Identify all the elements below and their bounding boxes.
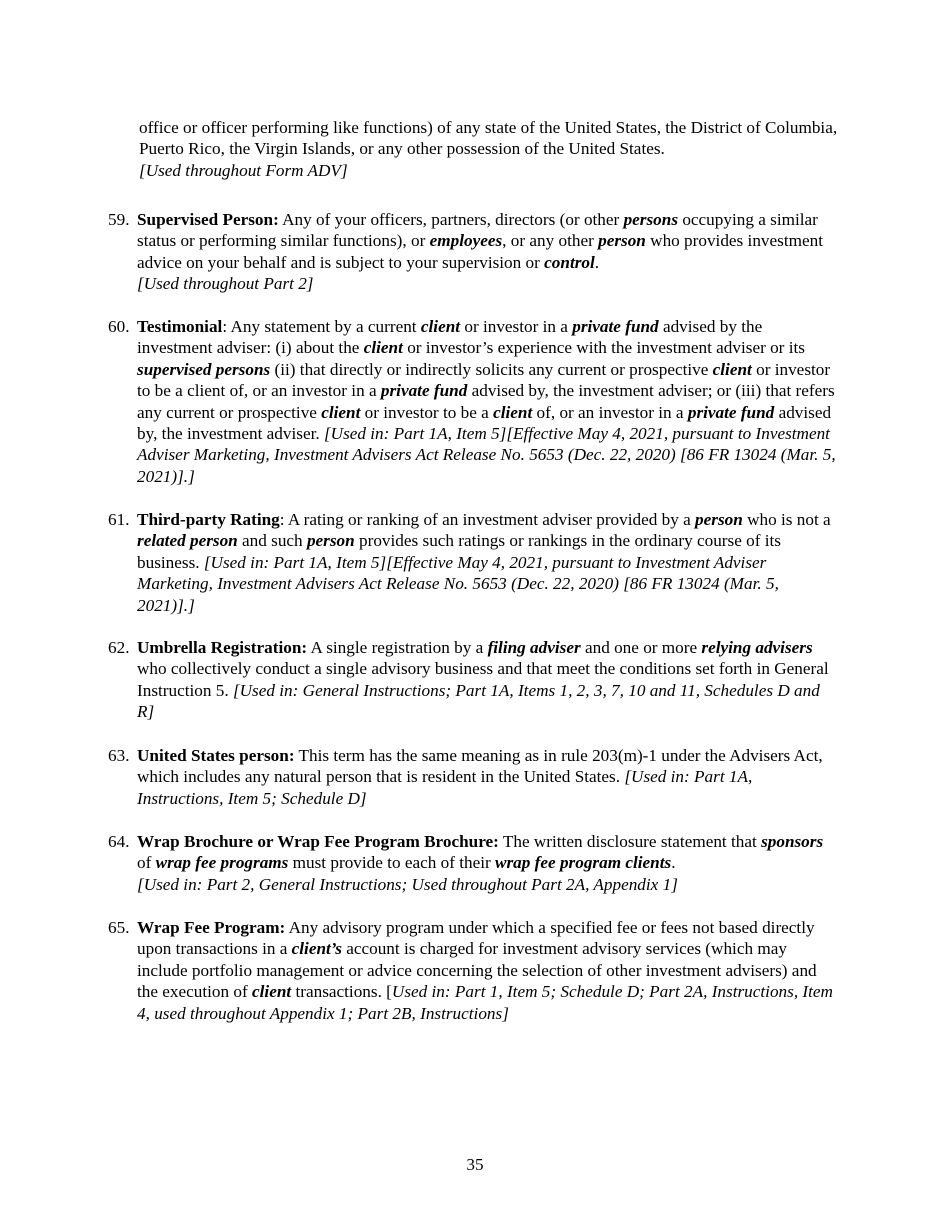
defined-term-reference: wrap fee program clients xyxy=(495,853,672,873)
definition-body: Umbrella Registration: A single registration by a filing adviser and one or more relying advisers who collectively conduct a single advisory business and that meet the conditions set forth in General Instruction 5. [Used in: General Instructions; Part 1A, Items 1, 2, 3, 7, 10 and 11, Schedules D and R] xyxy=(137,638,829,722)
definition-64 xyxy=(108,831,839,895)
continued-definition xyxy=(139,117,839,181)
defined-term: Wrap Fee Program: xyxy=(137,918,286,937)
defined-term-reference: client xyxy=(252,982,292,1002)
defined-term-reference: employees xyxy=(429,231,503,251)
definition-63 xyxy=(108,745,839,809)
defined-term-reference: person xyxy=(598,231,646,251)
defined-term-reference: supervised persons xyxy=(137,359,271,379)
definition-body: United States person: This term has the same meaning as in rule 203(m)-1 under the Advisers Act, which includes any natural person that is resident in the United States. [Used in: Part 1A, Instructions, Item 5; Schedule D] xyxy=(137,746,823,808)
definition-62 xyxy=(108,637,839,723)
defined-term-reference: relying advisers xyxy=(701,638,813,657)
usage-note: [Used throughout Part 2] xyxy=(137,274,314,294)
defined-term-reference: person xyxy=(695,510,743,529)
defined-term-reference: private fund xyxy=(687,402,775,422)
definition-number: 60. xyxy=(108,317,130,336)
defined-term-reference: control xyxy=(544,252,595,272)
usage-note: [Used in: Part 1A, Instructions, Item 5; Schedule D] xyxy=(137,767,753,808)
defined-term-reference: client xyxy=(712,359,752,379)
definition-body: Testimonial: Any statement by a current client or investor in a private fund advised by the investment adviser: (i) about the client or investor’s experience with the investment adviser or its supervised persons (ii) that directly or indirectly solicits any current or prospective client or investor to be a client of, or an investor in a private fund advised by, the investment adviser; or (iii) that refers any current or prospective client or investor to be a client of, or an investor in a private fund advised by, the investment adviser. [Used in: Part 1A, Item 5][Effective May 4, 2021, pursuant to Investment Adviser Marketing, Investment Advisers Act Release No. 5653 (Dec. 22, 2020) [86 FR 13024 (Mar. 5, 2021)].] xyxy=(137,317,836,486)
usage-note: [Used in: Part 2, General Instructions; Used throughout Part 2A, Appendix 1] xyxy=(137,874,678,894)
definition-body: Wrap Fee Program: Any advisory program under which a specified fee or fees not based directly upon transactions in a client’s account is charged for investment advisory services (which may include portfolio management or advice concerning the selection of other investment advisers) and the execution of client transactions. [Used in: Part 1, Item 5; Schedule D; Part 2A, Instructions, Item 4, used throughout Appendix 1; Part 2B, Instructions] xyxy=(137,918,833,1023)
defined-term: Wrap Brochure or Wrap Fee Program Brochure: xyxy=(137,832,499,851)
defined-term: Third-party Rating xyxy=(137,510,280,529)
defined-term-reference: client xyxy=(363,338,403,358)
usage-note: Used in: Part 1, Item 5; Schedule D; Part 2A, Instructions, Item 4, used throughout Appendix 1; Part 2B, Instructions] xyxy=(137,982,833,1023)
definition-65 xyxy=(108,917,839,1024)
definition-number: 65. xyxy=(108,918,130,937)
defined-term: Supervised Person: xyxy=(137,210,279,229)
definition-number: 63. xyxy=(108,746,130,765)
defined-term-reference: private fund xyxy=(572,317,659,336)
defined-term-reference: client xyxy=(493,402,533,422)
defined-term-reference: wrap fee programs xyxy=(155,853,289,873)
definition-59 xyxy=(108,209,839,295)
definition-number: 64. xyxy=(108,832,130,851)
definition-body: Supervised Person: Any of your officers, partners, directors (or other persons occupying a similar status or performing similar functions), or employees, or any other person who provides investment advice on your behalf and is subject to your supervision or control. [Used throughout Part 2] xyxy=(137,210,823,294)
definition-number: 59. xyxy=(108,210,130,229)
definition-number: 62. xyxy=(108,638,130,657)
defined-term-reference: person xyxy=(306,531,355,551)
definition-60 xyxy=(108,316,839,487)
defined-term-reference: client’s xyxy=(291,939,342,959)
definition-61 xyxy=(108,509,839,616)
defined-term: United States person: xyxy=(137,746,295,765)
defined-term: Umbrella Registration: xyxy=(137,638,308,657)
defined-term-reference: filing adviser xyxy=(487,638,581,657)
defined-term-reference: client xyxy=(420,317,461,336)
defined-term-reference: client xyxy=(321,402,361,422)
defined-term: Testimonial xyxy=(137,317,223,336)
usage-note: [Used in: Part 1A, Item 5][Effective May 4, 2021, pursuant to Investment Adviser Marketing, Investment Advisers Act Release No. 5653 (Dec. 22, 2020) [86 FR 13024 (Mar. 5, 2021)].] xyxy=(137,552,779,615)
usage-note: [Used in: General Instructions; Part 1A, Items 1, 2, 3, 7, 10 and 11, Schedules D and R] xyxy=(137,680,820,722)
defined-term-reference: persons xyxy=(623,210,679,229)
definition-body: Wrap Brochure or Wrap Fee Program Brochure: The written disclosure statement that sponsors of wrap fee programs must provide to each of their wrap fee program clients. [Used in: Part 2, General Instructions; Used throughout Part 2A, Appendix 1] xyxy=(137,832,824,894)
definition-body: Third-party Rating: A rating or ranking of an investment adviser provided by a person who is not a related person and such person provides such ratings or rankings in the ordinary course of its business. [Used in: Part 1A, Item 5][Effective May 4, 2021, pursuant to Investment Adviser Marketing, Investment Advisers Act Release No. 5653 (Dec. 22, 2020) [86 FR 13024 (Mar. 5, 2021)].] xyxy=(137,510,831,615)
page-number: 35 xyxy=(466,1155,484,1174)
defined-term-reference: sponsors xyxy=(761,832,824,851)
usage-note: [Used in: Part 1A, Item 5][Effective May 4, 2021, pursuant to Investment Adviser Marketing, Investment Advisers Act Release No. 5653 (Dec. 22, 2020) [86 FR 13024 (Mar. 5, 2021)].] xyxy=(137,424,836,486)
usage-note: [Used throughout Form ADV] xyxy=(139,160,348,180)
defined-term-reference: private fund xyxy=(380,381,468,401)
definition-number: 61. xyxy=(108,510,130,529)
defined-term-reference: related person xyxy=(137,531,238,551)
continued-text: office or officer performing like functions) of any state of the United States, the District of Columbia, Puerto Rico, the Virgin Islands, or any other possession of the United States. xyxy=(139,118,838,159)
